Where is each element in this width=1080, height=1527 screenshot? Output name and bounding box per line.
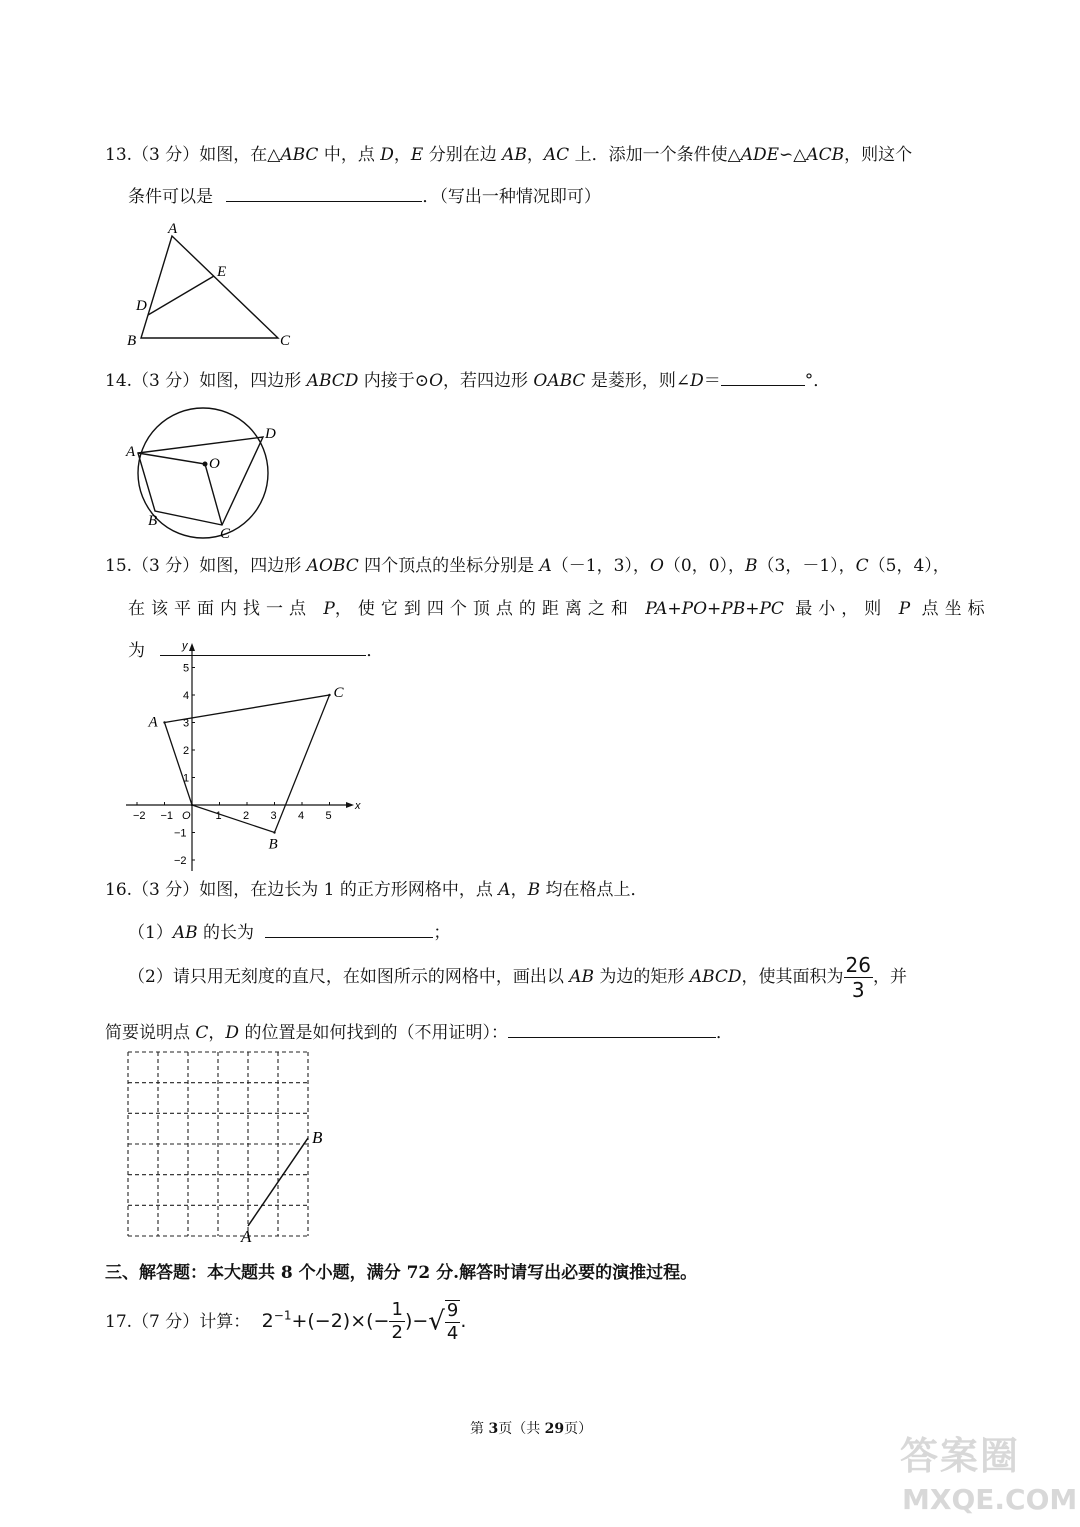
y-axis-label: y	[182, 640, 188, 652]
q14-line1: 14.（3 分）如图，四边形 ABCD 内接于⊙O，若四边形 OABC 是菱形，则∠D＝ °．	[105, 366, 830, 391]
label-c: C	[220, 526, 231, 542]
x-tick-label: −2	[133, 810, 146, 822]
x-tick-label: 2	[243, 810, 250, 822]
q16-part1-blank[interactable]	[265, 919, 433, 938]
q17-expression: $2^{-1}+(-2)\times(-$ $\frac{1}{2}$ )−√ $\frac{9}{4}$ .	[261, 1299, 467, 1344]
y-tick-label: 4	[183, 690, 190, 702]
label-c: C	[280, 333, 291, 349]
q15-coordinate-chart	[120, 640, 361, 867]
fraction-26-3: $\frac{26}{3}$	[845, 953, 871, 1002]
y-tick-label: 1	[183, 772, 190, 785]
y-tick-label: −1	[174, 827, 187, 840]
label-d: D	[136, 298, 147, 314]
x-tick-label: 1	[215, 810, 222, 822]
q13-line1: 13.（3 分）如图，在△ABC 中，点 D，E 分别在边 AB，AC 上．添加一个条件使△ADE∽△ACB，则这个	[105, 145, 913, 165]
q14-answer-blank[interactable]	[721, 367, 805, 386]
page-footer: 第 3页（共 29页）	[470, 1421, 593, 1437]
chart-axes	[126, 640, 361, 871]
q14-circle-figure	[120, 408, 290, 544]
point-c	[328, 694, 330, 696]
q16-part2: （2）请只用无刻度的直尺，在如图所示的网格中，画出以 AB 为边的矩形 ABCD，使其面积为 $\frac{26}{3}$ ，并	[128, 953, 907, 1002]
quad-abcd	[138, 437, 263, 525]
label-a: A	[126, 444, 136, 460]
x-tick-label: 5	[325, 810, 332, 822]
label-b: B	[148, 513, 158, 529]
y-tick-label: 2	[183, 745, 190, 757]
x-tick-label: −1	[160, 810, 174, 822]
point-label-b: B	[268, 836, 278, 853]
q16-grid-figure	[120, 1048, 340, 1244]
dashed-grid	[128, 1052, 308, 1236]
label-d: D	[265, 426, 276, 442]
q15-line3: 为 ．	[128, 636, 383, 661]
q15-line1: 15.（3 分）如图，四边形 AOBC 四个顶点的坐标分别是 A（－1，3），O（0，0），B（3，－1），C（5，4），	[105, 556, 950, 576]
label-a: A	[241, 1227, 252, 1246]
label-a: A	[168, 221, 178, 237]
section-3-heading: 三、解答题：本大题共 8 个小题，满分 72 分.解答时请写出必要的演推过程。	[105, 1263, 698, 1283]
triangle-abc	[141, 236, 278, 338]
q16-part2-line2: 简要说明点 C，D 的位置是如何找到的（不用证明）： ．	[105, 1018, 733, 1043]
q13-line2: 条件可以是 ．（写出一种情况即可）	[128, 182, 601, 207]
point-label-c: C	[333, 685, 344, 701]
y-tick-label: 3	[183, 717, 190, 730]
circle-o	[138, 408, 268, 538]
y-tick-label: 5	[183, 662, 190, 675]
label-o: O	[209, 456, 220, 472]
y-tick-label: −2	[174, 855, 187, 867]
center-o-dot	[203, 462, 208, 467]
x-tick-label: 3	[270, 810, 277, 822]
point-b	[273, 831, 275, 833]
point-o	[191, 804, 193, 806]
q15-line2: 在该平面内找一点 P，使它到四个顶点的距离之和 PA+PO+PB+PC 最小，则 P 点坐标	[128, 599, 991, 619]
q16-part2-blank[interactable]	[508, 1019, 716, 1038]
label-b: B	[127, 333, 137, 349]
watermark-logo: 答案圈	[900, 1434, 1021, 1478]
watermark-url: MXQE.COM	[902, 1483, 1078, 1516]
x-axis-arrow	[346, 802, 354, 808]
q17-line: 17.（7 分）计算： $2^{-1}+(-2)\times(-$ $\frac{1}{2}$ )−√ $\frac{9}{4}$ .	[105, 1299, 467, 1344]
point-label-a: A	[148, 714, 158, 731]
origin-label: O	[182, 810, 191, 822]
q16-part1: （1）AB 的长为 ；	[128, 918, 450, 943]
x-axis-label: x	[355, 800, 361, 812]
x-tick-label: 4	[298, 810, 305, 822]
q13-answer-blank[interactable]	[226, 183, 422, 202]
label-e: E	[217, 264, 227, 280]
q16-line1: 16.（3 分）如图，在边长为 1 的正方形网格中，点 A，B 均在格点上．	[105, 880, 648, 900]
point-a	[163, 721, 165, 723]
label-b: B	[312, 1128, 323, 1147]
q13-triangle-figure	[120, 218, 310, 350]
